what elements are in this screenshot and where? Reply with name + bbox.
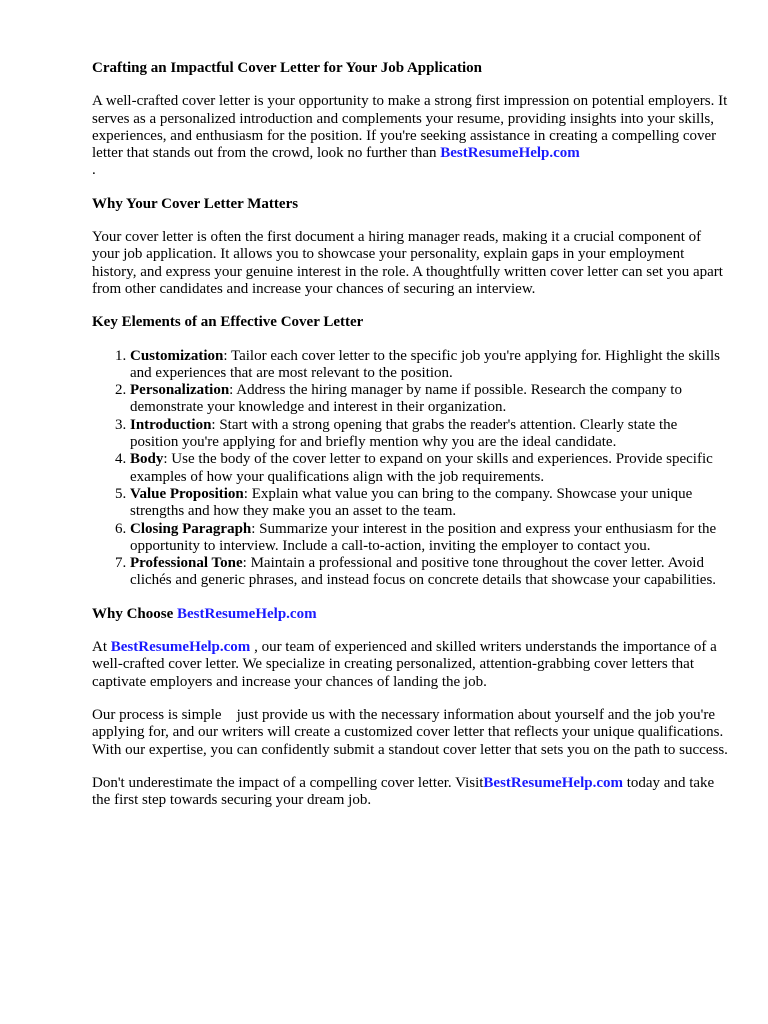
why-choose-paragraph-1 xyxy=(92,639,728,691)
list-item xyxy=(130,521,728,556)
list-item-text: : Address the hiring manager by name if possible. Research the company to demonstrate your knowledge and interest in their organization. xyxy=(130,382,682,416)
list-item xyxy=(130,417,728,452)
list-item xyxy=(130,382,728,417)
why-choose-paragraph-3 xyxy=(92,775,728,810)
document-page xyxy=(92,60,728,809)
list-item xyxy=(130,451,728,486)
list-item-text: : Summarize your interest in the position and express your enthusiasm for the opportunity to interview. Include a call-to-action, inviting the employer to contact you. xyxy=(130,520,717,554)
list-item-term: Introduction xyxy=(130,416,212,433)
why-choose-heading xyxy=(92,606,728,623)
list-item-term: Closing Paragraph xyxy=(130,520,252,537)
list-item xyxy=(130,486,728,521)
p1-link[interactable]: BestResumeHelp.com xyxy=(110,639,251,656)
list-item-term: Value Proposition xyxy=(130,485,244,502)
p3-suffix: today and take the first step towards securing your dream job. xyxy=(92,774,715,809)
p3-prefix: Don't underestimate the impact of a compelling cover letter. Visit xyxy=(92,774,484,791)
list-item-text: : Start with a strong opening that grabs the reader's attention. Clearly state the position you're applying for and briefly mention why you are the ideal candidate. xyxy=(130,416,678,451)
intro-paragraph xyxy=(92,93,728,179)
p3-link[interactable]: BestResumeHelp.com xyxy=(483,774,623,791)
list-item xyxy=(130,348,728,383)
list-item-text: : Explain what value you can bring to the company. Showcase your unique strengths and how they make you an asset to the team. xyxy=(130,485,693,520)
p1-prefix: At xyxy=(92,639,111,656)
why-choose-paragraph-2: Our process is simple just provide us with the necessary information about yourself and the job you're applying for, and our writers will create a customized cover letter that reflects your unique qualifications. With our expertise, you can confidently submit a standout cover letter that sets you on the path to success. xyxy=(92,706,728,758)
list-item-text: : Tailor each cover letter to the specific job you're applying for. Highlight the skills and experiences that are most relevant to the position. xyxy=(130,347,721,381)
why-choose-link[interactable]: BestResumeHelp.com xyxy=(177,605,317,622)
intro-end: . xyxy=(92,162,96,179)
why-choose-prefix: Why Choose xyxy=(92,605,178,622)
why-matters-heading: Why Your Cover Letter Matters xyxy=(92,195,299,212)
p1-text: , our team of experienced and skilled writers understands the importance of a well-crafted cover letter. We specialize in creating personalized, attention-grabbing cover letters that captivate employers and increase your chances of landing the job. xyxy=(92,639,717,690)
document-title: Crafting an Impactful Cover Letter for Your Job Application xyxy=(92,60,482,76)
intro-link[interactable]: BestResumeHelp.com xyxy=(440,145,580,162)
list-item-term: Professional Tone xyxy=(130,555,243,572)
list-item-term: Personalization xyxy=(130,382,230,399)
list-item-term: Customization xyxy=(130,347,224,364)
list-item-text: : Use the body of the cover letter to expand on your skills and experiences. Provide specific examples of how your qualifications align with the job requirements. xyxy=(130,451,713,485)
key-elements-heading: Key Elements of an Effective Cover Letter xyxy=(92,314,364,331)
list-item xyxy=(130,555,728,590)
intro-text: A well-crafted cover letter is your opportunity to make a strong first impression on potential employers. It serves as a personalized introduction and complements your resume, providing insights into your skills, experiences, and enthusiasm for the position. If you're seeking assistance in creating a compelling cover letter that stands out from the crowd, look no further than xyxy=(92,93,728,162)
why-matters-paragraph: Your cover letter is often the first document a hiring manager reads, making it a crucial component of your job application. It allows you to showcase your personality, explain gaps in your employment history, and express your genuine interest in the role. A thoughtfully written cover letter can set you apart from other candidates and increase your chances of securing an interview. xyxy=(92,229,723,297)
list-item-text: : Maintain a professional and positive tone throughout the cover letter. Avoid clichés and generic phrases, and instead focus on concrete details that showcase your capabilities. xyxy=(130,555,717,589)
list-item-term: Body xyxy=(130,451,164,468)
key-elements-list xyxy=(92,348,728,590)
